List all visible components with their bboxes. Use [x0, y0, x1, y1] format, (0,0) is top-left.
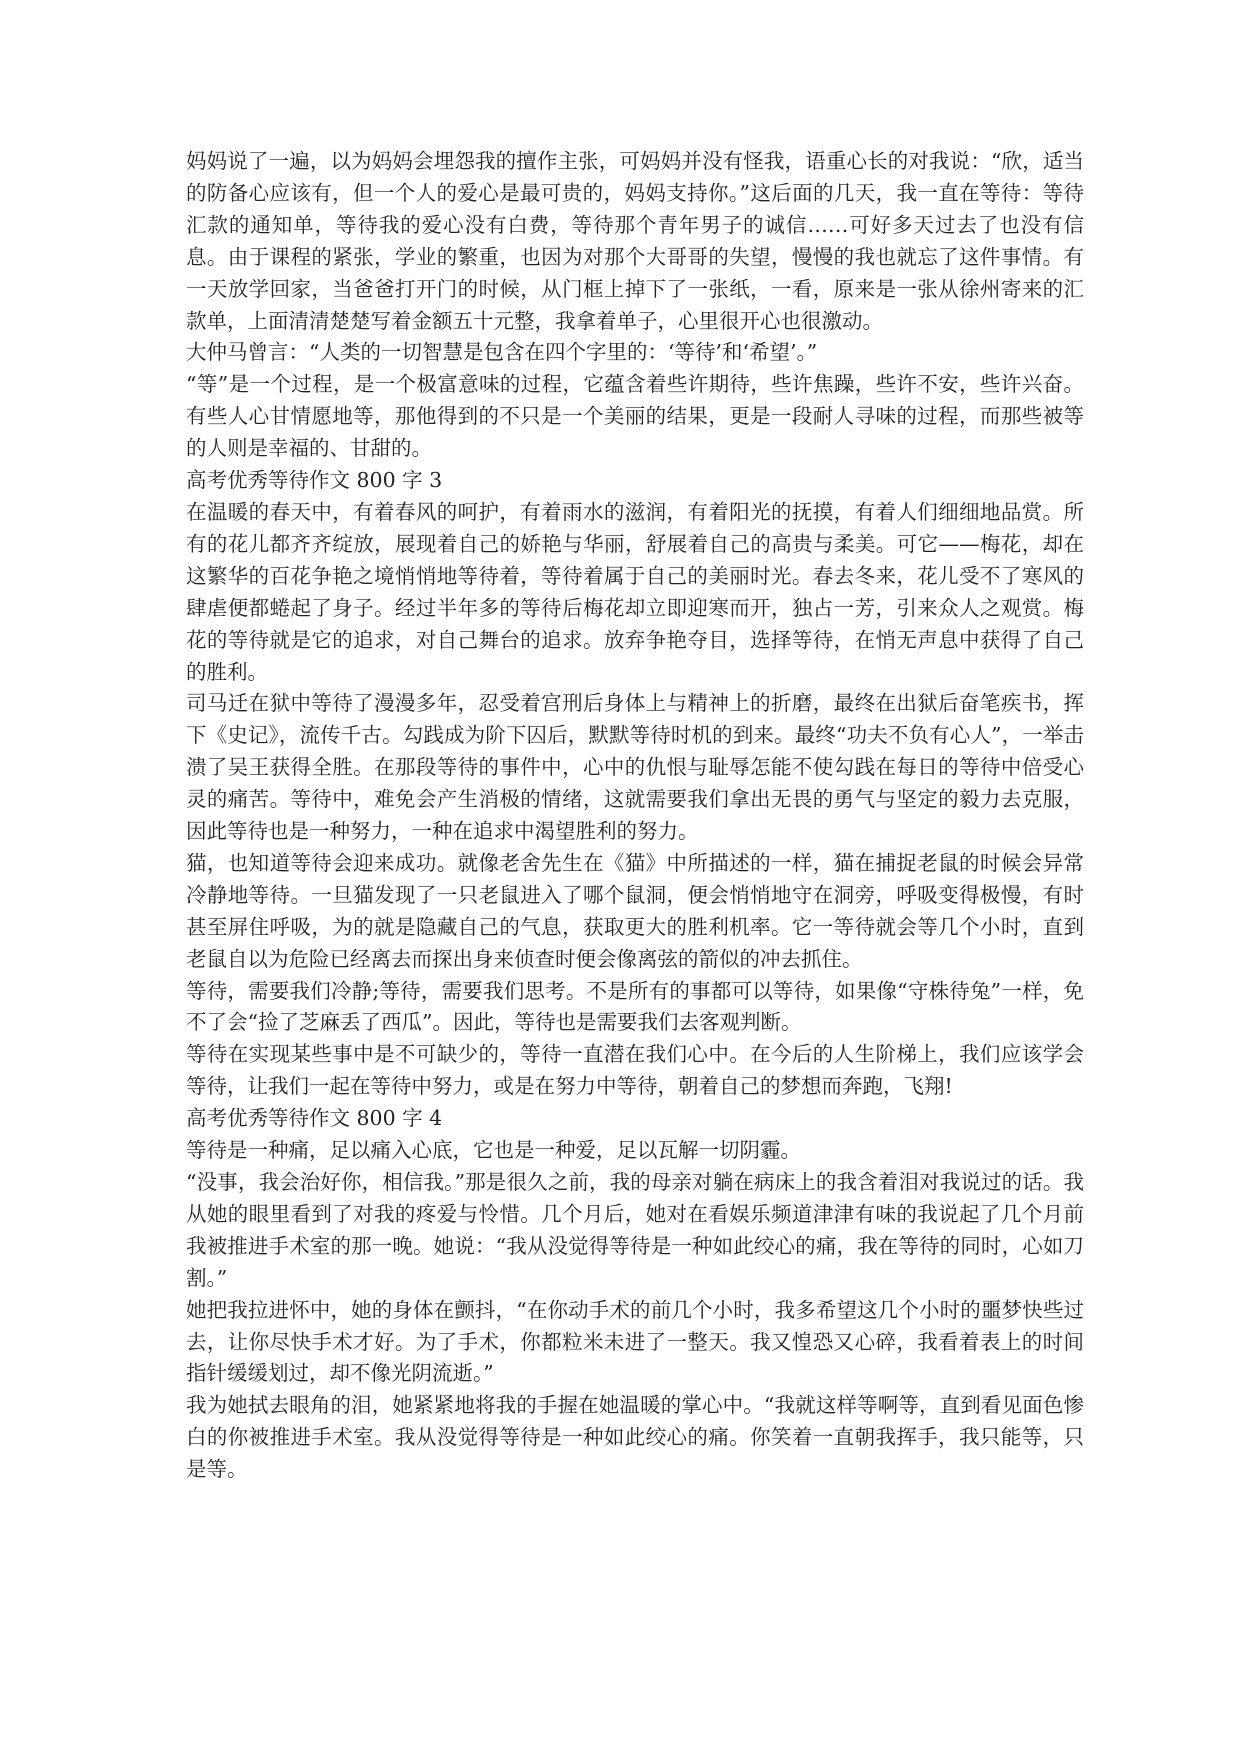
paragraph: 她把我拉进怀中，她的身体在颤抖，“在你动手术的前几个小时，我多希望这几个小时的噩梦快些过去，让你尽快手术才好。为了手术，你都粒米未进了一整天。我又惶恐又心碎，我看着表上的时间指针缓缓划过，却不像光阴流逝。” — [186, 1297, 1084, 1386]
paragraph: 在温暖的春天中，有着春风的呵护，有着雨水的滋润，有着阳光的抚摸，有着人们细细地品赏。所有的花儿都齐齐绽放，展现着自己的娇艳与华丽，舒展着自己的高贵与柔美。可它——梅花，却在这繁华的百花争艳之境悄悄地等待着，等待着属于自己的美丽时光。春去冬来，花儿受不了寒风的肆虐便都蜷起了身子。经过半年多的等待后梅花却立即迎寒而开，独占一芳，引来众人之观赏。梅花的等待就是它的追求，对自己舞台的追求。放弃争艳夺目，选择等待，在悄无声息中获得了自己的胜利。 — [186, 499, 1084, 684]
paragraph: 等待在实现某些事中是不可缺少的，等待一直潜在我们心中。在今后的人生阶梯上，我们应该学会等待，让我们一起在等待中努力，或是在努力中等待，朝着自己的梦想而奔跑，飞翔! — [186, 1042, 1084, 1099]
paragraph: 等待，需要我们冷静;等待，需要我们思考。不是所有的事都可以等待，如果像“守株待兔”一样，免不了会“捡了芝麻丢了西瓜”。因此，等待也是需要我们去客观判断。 — [186, 978, 1084, 1035]
paragraph: 猫，也知道等待会迎来成功。就像老舍先生在《猫》中所描述的一样，猫在捕捉老鼠的时候会异常冷静地等待。一旦猫发现了一只老鼠进入了哪个鼠洞，便会悄悄地守在洞旁，呼吸变得极慢，有时甚至屏住呼吸，为的就是隐藏自己的气息，获取更大的胜利机率。它一等待就会等几个小时，直到老鼠自以为危险已经离去而探出身来侦查时便会像离弦的箭似的冲去抓住。 — [186, 850, 1084, 971]
paragraph: 我为她拭去眼角的泪，她紧紧地将我的手握在她温暖的掌心中。“我就这样等啊等，直到看见面色惨白的你被推进手术室。我从没觉得等待是一种如此绞心的痛。你笑着一直朝我挥手，我只能等，只是等。 — [186, 1393, 1084, 1482]
paragraph: 大仲马曾言：“人类的一切智慧是包含在四个字里的：‘等待’和‘希望’。” — [186, 340, 818, 365]
paragraph: 司马迁在狱中等待了漫漫多年，忍受着宫刑后身体上与精神上的折磨，最终在出狱后奋笔疾书，挥下《史记》，流传千古。勾践成为阶下囚后，默默等待时机的到来。最终“功夫不负有心人”，一举击溃了吴王获得全胜。在那段等待的事件中，心中的仇恨与耻辱怎能不使勾践在每日的等待中倍受心灵的痛苦。等待中，难免会产生消极的情绪，这就需要我们拿出无畏的勇气与坚定的毅力去克服，因此等待也是一种努力，一种在追求中渴望胜利的努力。 — [186, 691, 1084, 844]
paragraph: 妈妈说了一遍，以为妈妈会埋怨我的擅作主张，可妈妈并没有怪我，语重心长的对我说：“欣，适当的防备心应该有，但一个人的爱心是最可贵的，妈妈支持你。”这后面的几天，我一直在等待：等待汇款的通知单，等待我的爱心没有白费，等待那个青年男子的诚信……可好多天过去了也没有信息。由于课程的紧张，学业的繁重，也因为对那个大哥哥的失望，慢慢的我也就忘了这件事情。有一天放学回家，当爸爸打开门的时候，从门框上掉下了一张纸，一看，原来是一张从徐州寄来的汇款单，上面清清楚楚写着金额五十元整，我拿着单子，心里很开心也很激动。 — [186, 149, 1084, 333]
section-heading: 高考优秀等待作文 800 字 4 — [186, 1106, 443, 1131]
paragraph: “等”是一个过程，是一个极富意味的过程，它蕴含着些许期待，些许焦躁，些许不安，些许兴奋。有些人心甘情愿地等，那他得到的不只是一个美丽的结果，更是一段耐人寻味的过程，而那些被等的人则是幸福的、甘甜的。 — [186, 372, 1084, 461]
paragraph: “没事，我会治好你，相信我。”那是很久之前，我的母亲对躺在病床上的我含着泪对我说过的话。我从她的眼里看到了对我的疼爱与怜惜。几个月后，她对在看娱乐频道津津有味的我说起了几个月前我被推进手术室的那一晚。她说：“我从没觉得等待是一种如此绞心的痛，我在等待的同时，心如刀割。” — [186, 1170, 1084, 1290]
document-page — [186, 146, 1084, 1486]
section-heading: 高考优秀等待作文 800 字 3 — [186, 468, 443, 493]
paragraph: 等待是一种痛，足以痛入心底，它也是一种爱，足以瓦解一切阴霾。 — [186, 1138, 801, 1163]
